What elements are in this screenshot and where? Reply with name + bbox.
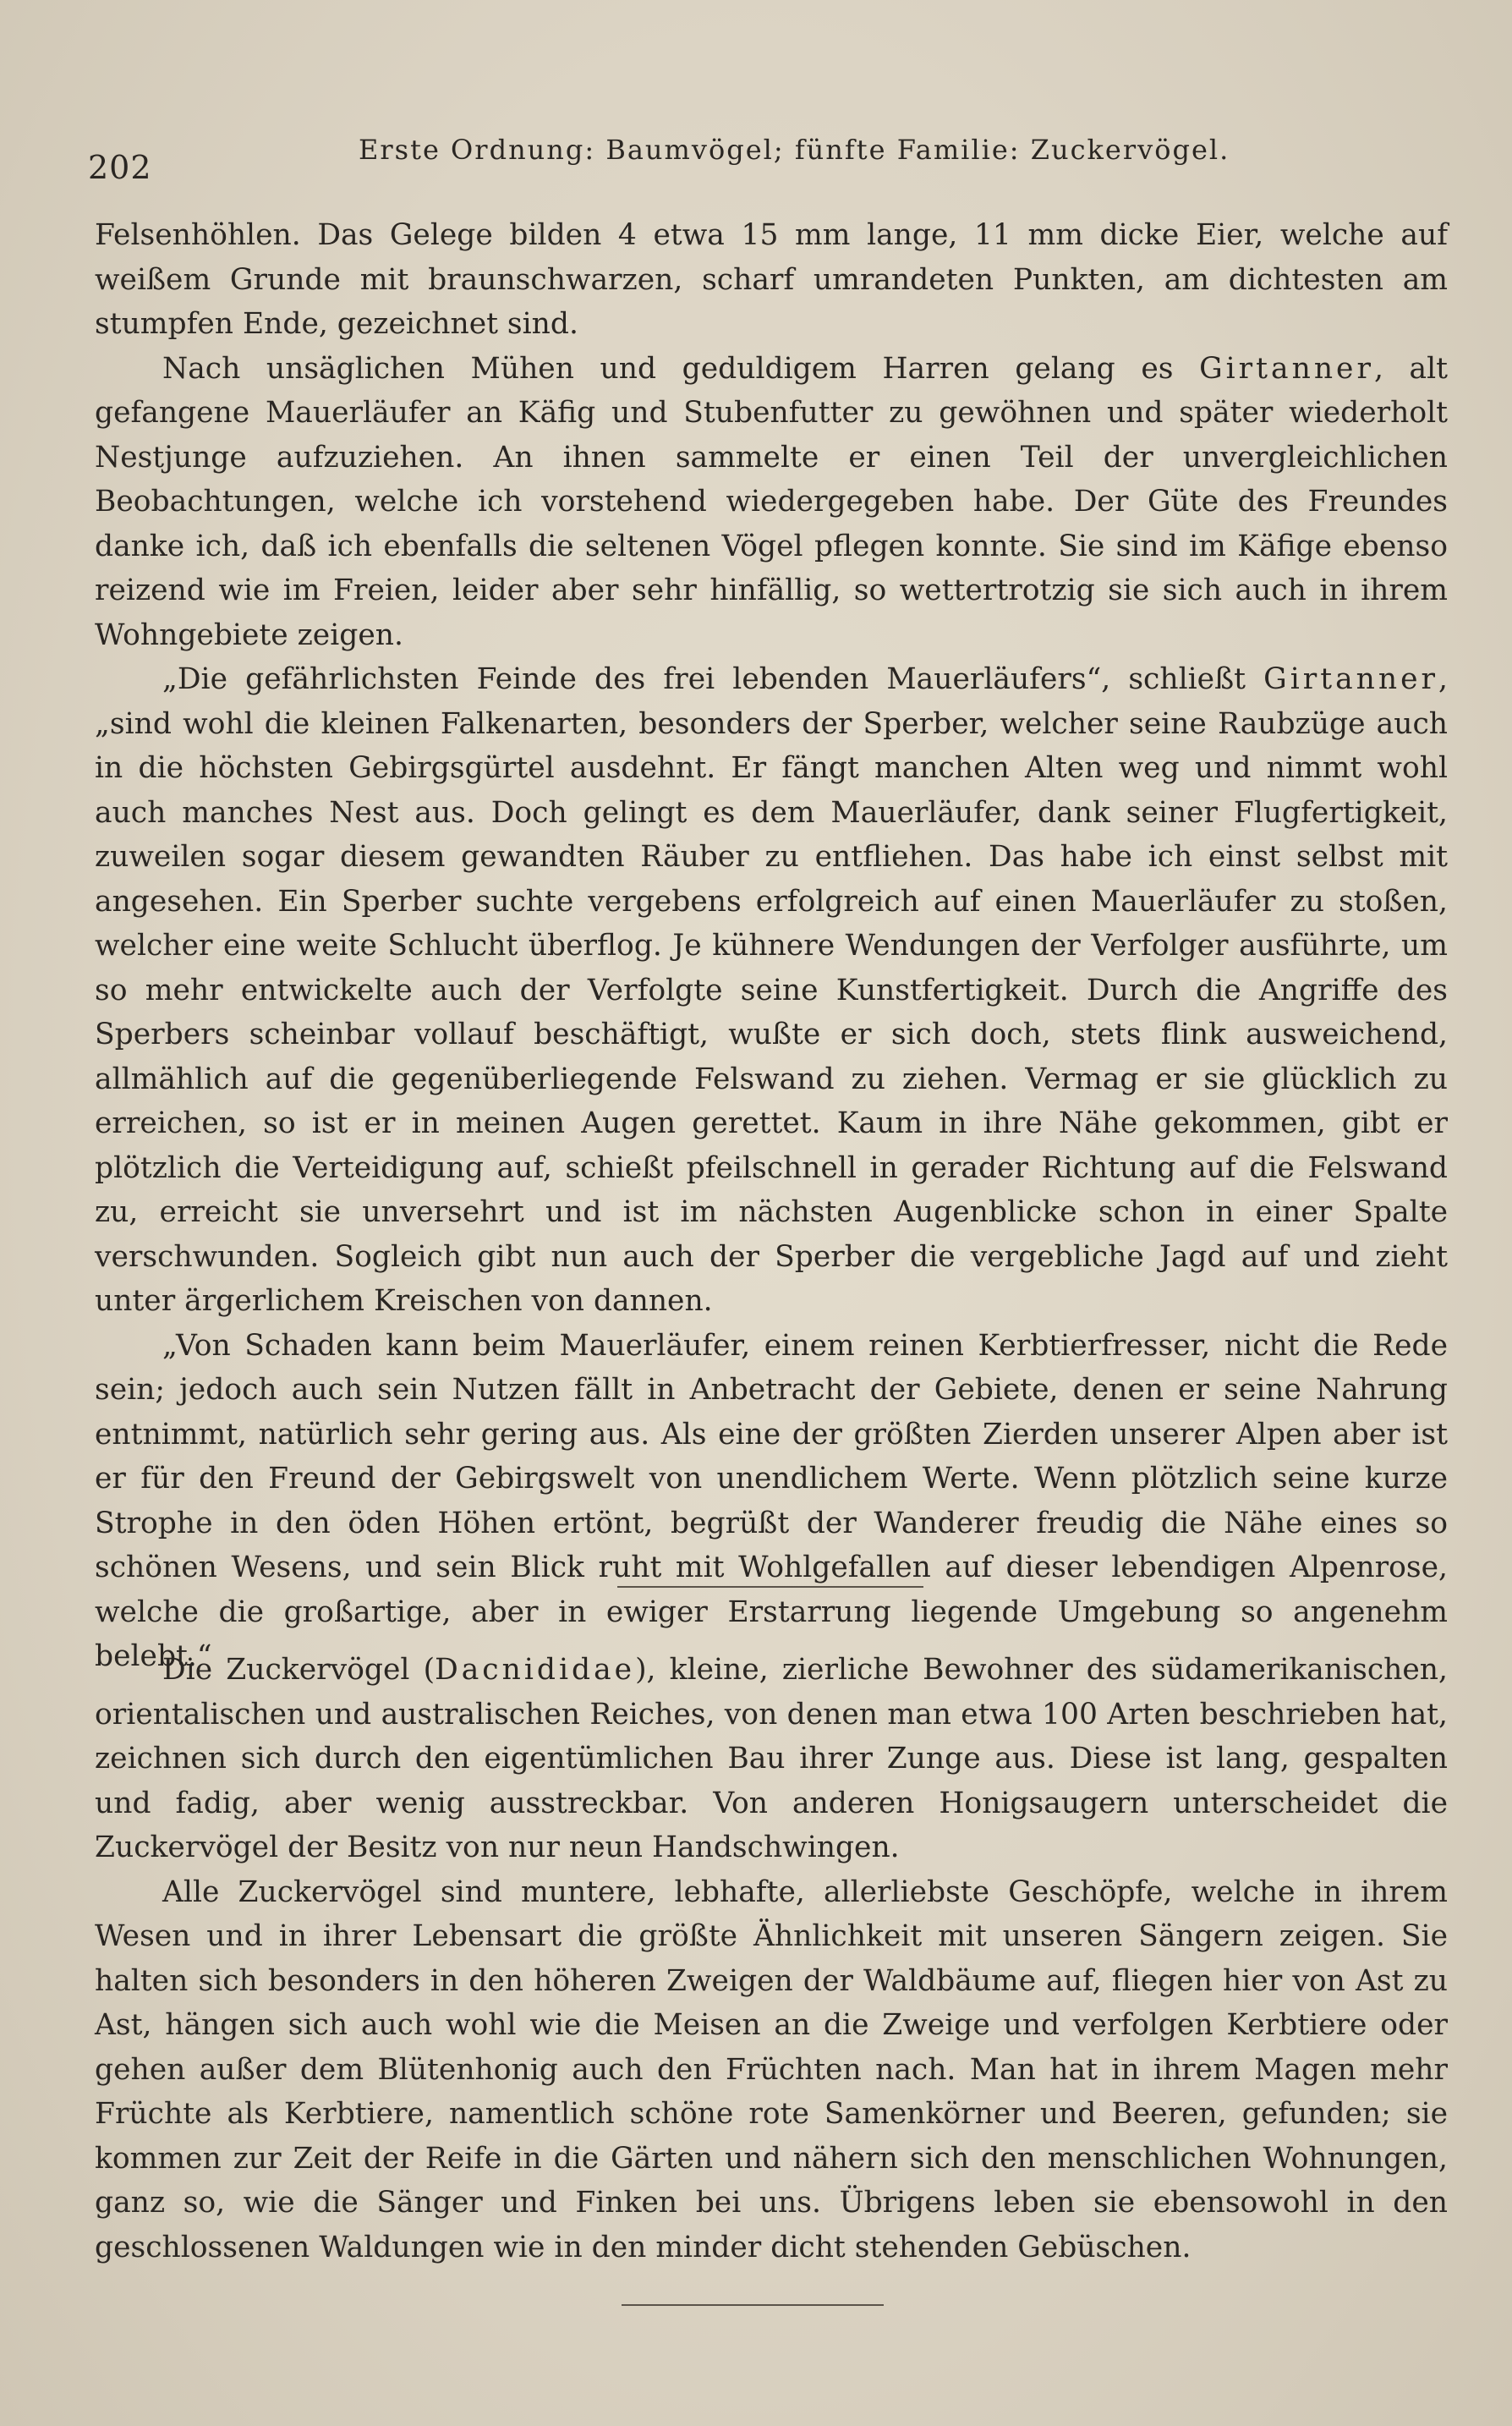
paragraph (95, 1324, 1448, 1679)
paragraph (95, 347, 1448, 658)
paragraph-text: Nach unsäglichen Mühen und geduldigem Harren gelang es (162, 351, 1200, 386)
running-title: Erste Ordnung: Baumvögel; fünfte Familie: Zuckervögel. (359, 134, 1230, 166)
section-mauerlaeufer-text (95, 213, 1448, 1679)
paragraph-text: Felsenhöhlen. Das Gelege bilden 4 etwa 15 mm lange, 11 mm dicke Eier, welche auf weißem Grunde mit braunschwarzen, scharf umrandeten Punkten, am dichtesten am stumpfen Ende, gezeichnet sind. (95, 218, 1448, 341)
person-name: Girtanner (1199, 351, 1374, 386)
quote-text: „Die gefährlichsten Feinde des frei lebenden Mauerläufers“, schließt (162, 662, 1264, 696)
latin-family-name: Dacnididae (435, 1653, 636, 1687)
paragraph-text: Die Zuckervögel ( (162, 1653, 436, 1687)
paragraph (95, 213, 1448, 347)
paragraph (95, 657, 1448, 1324)
paragraph-text: ), kleine, zierliche Bewohner des südamerikanischen, orientalischen und australischen Reiches, von denen man etwa 100 Arten beschrieben hat, zeichnen sich durch den eigentümlichen Bau ihrer Zunge aus. Diese ist lang, gespalten und fadig, aber wenig ausstreckbar. Von anderen Honigsaugern unterscheidet die Zuckervögel der Besitz von nur neun Handschwingen. (95, 1653, 1448, 1864)
paragraph-text: , alt gefangene Mauerläufer an Käfig und Stubenfutter zu gewöhnen und später wiederholt Nestjunge aufzuziehen. An ihnen sammelte er einen Teil der unvergleichlichen Beobachtungen, welche ich vorstehend wiedergegeben habe. Der Güte des Freundes danke ich, daß ich ebenfalls die seltenen Vögel pflegen konnte. Sie sind im Käfige ebenso reizend wie im Freien, leider aber sehr hinfällig, so wettertrotzig sie sich auch in ihrem Wohngebiete zeigen. (95, 351, 1448, 652)
running-head (88, 125, 1441, 186)
paragraph-text: Alle Zuckervögel sind muntere, lebhafte, allerliebste Geschöpfe, welche in ihrem Wesen und in ihrer Lebensart die größte Ähnlichkeit mit unseren Sängern zeigen. Sie halten sich besonders in den höheren Zweigen der Waldbäume auf, fliegen hier von Ast zu Ast, hängen sich auch wohl wie die Meisen an die Zweige und verfolgen Kerbtiere oder gehen außer dem Blütenhonig auch den Früchten nach. Man hat in ihrem Magen mehr Früchte als Kerbtiere, namentlich schöne rote Samenkörner und Beeren, gefunden; sie kommen zur Zeit der Reife in die Gärten und nähern sich den menschlichen Wohnungen, ganz so, wie die Sänger und Finken bei uns. Übrigens leben sie ebensowohl in den geschlossenen Waldungen wie in den minder dicht stehenden Gebüschen. (95, 1874, 1448, 2264)
page-number: 202 (88, 149, 152, 186)
person-name: Girtanner (1263, 662, 1439, 696)
end-divider (622, 2304, 884, 2306)
section-zuckervoegel-text (95, 1648, 1448, 2270)
paragraph (95, 1870, 1448, 2270)
paragraph (95, 1648, 1448, 1870)
section-divider (617, 1586, 923, 1588)
quote-text: „Von Schaden kann beim Mauerläufer, einem reinen Kerbtierfresser, nicht die Rede sein; jedoch auch sein Nutzen fällt in Anbetracht der Gebiete, denen er seine Nahrung entnimmt, natürlich sehr gering aus. Als eine der größten Zierden unserer Alpen aber ist er für den Freund der Gebirgswelt von unendlichem Werte. Wenn plötzlich seine kurze Strophe in den öden Höhen ertönt, begrüßt der Wanderer freudig die Nähe eines so schönen Wesens, und sein Blick ruht mit Wohlgefallen auf dieser lebendigen Alpenrose, welche die großartige, aber in ewiger Erstarrung liegende Umgebung so angenehm belebt.“ (95, 1328, 1448, 1673)
quote-text: , „sind wohl die kleinen Falkenarten, besonders der Sperber, welcher seine Raubzüge auch in die höchsten Gebirgsgürtel ausdehnt. Er fängt manchen Alten weg und nimmt wohl auch manches Nest aus. Doch gelingt es dem Mauerläufer, dank seiner Flugfertigkeit, zuweilen sogar diesem gewandten Räuber zu entfliehen. Das habe ich einst selbst mit angesehen. Ein Sperber suchte vergebens erfolgreich auf einen Mauerläufer zu stoßen, welcher eine weite Schlucht überflog. Je kühnere Wendungen der Verfolger ausführte, um so mehr entwickelte auch der Verfolgte seine Kunstfertigkeit. Durch die Angriffe des Sperbers scheinbar vollauf beschäftigt, wußte er sich doch, stets flink ausweichend, allmählich auf die gegenüberliegende Felswand zu ziehen. Vermag er sie glücklich zu erreichen, so ist er in meinen Augen gerettet. Kaum in ihre Nähe gekommen, gibt er plötzlich die Verteidigung auf, schießt pfeilschnell in gerader Richtung auf die Felswand zu, erreicht sie unversehrt und ist im nächsten Augenblicke schon in einer Spalte verschwunden. Sogleich gibt nun auch der Sperber die vergebliche Jagd auf und zieht unter ärgerlichem Kreischen von dannen. (95, 662, 1448, 1318)
